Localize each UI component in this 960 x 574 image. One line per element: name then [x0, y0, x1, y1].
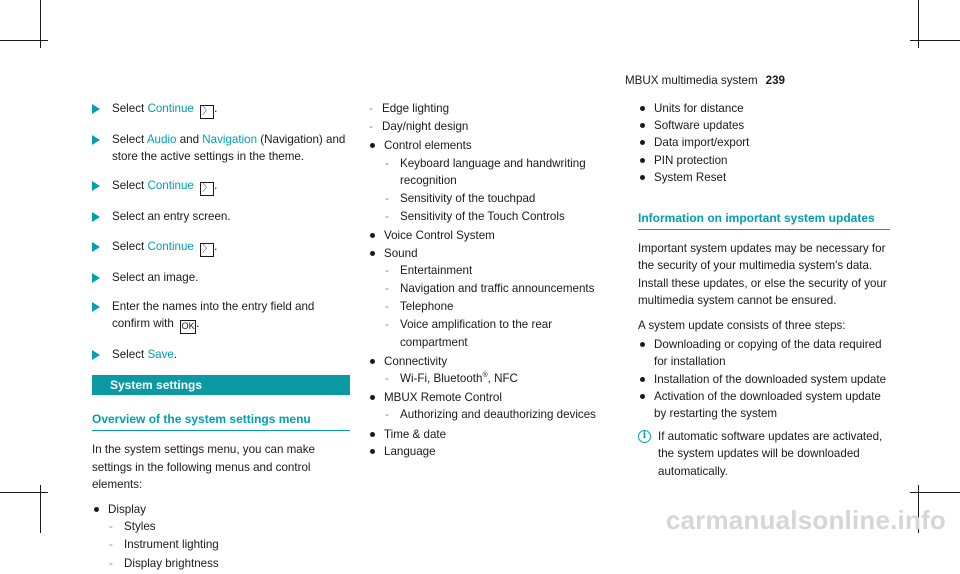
list-item: PIN protection [638, 152, 890, 169]
intro-paragraph: In the system settings menu, you can make settings in the following menus and control elements: [92, 443, 315, 491]
bullet-icon [640, 140, 645, 145]
sub-list-item: - Authorizing and deauthorizing devices [385, 408, 596, 422]
bullet-icon [640, 377, 645, 382]
bullet-icon [370, 143, 375, 148]
bullet-icon [370, 359, 375, 364]
bullet-icon [370, 449, 375, 454]
info-icon: i [638, 430, 651, 443]
list-item: Sound - Entertainment - Navigation and traffic announcements - Telephone - Voice amplification to the rear compartment [368, 245, 608, 351]
sub-list [368, 100, 608, 135]
sub-list-item: - Voice amplification to the rear compartment [385, 318, 553, 349]
bullet-icon [640, 175, 645, 180]
menu-list [638, 100, 890, 186]
page-number: 239 [765, 74, 785, 87]
bullet-icon [640, 123, 645, 128]
sub-list-item: - Instrument lighting [109, 538, 219, 552]
sub-list-item: - Navigation and traffic announcements [385, 282, 595, 296]
instruction-step: Select Audio and Navigation (Navigation) and store the active settings in the theme. [92, 131, 350, 165]
sub-list-item: - Telephone [385, 300, 454, 314]
continue-link[interactable]: Continue [147, 239, 194, 253]
instruction-step: Select Save. [92, 346, 350, 363]
sub-list-item: - Display brightness [109, 556, 219, 570]
list-item: MBUX Remote Control - Authorizing and deauthorizing devices [368, 389, 608, 423]
step-arrow-icon [92, 242, 100, 252]
save-link[interactable]: Save [147, 348, 174, 362]
header-title: MBUX multimedia system [624, 74, 758, 87]
navigation-link[interactable]: Navigation [202, 133, 258, 146]
list-item: Voice Control System [368, 227, 608, 244]
sub-list [384, 262, 608, 351]
update-steps-list [638, 336, 890, 422]
list-item: Language [368, 443, 608, 460]
column-right [638, 100, 890, 480]
sub-list-item: - Entertainment [385, 263, 473, 277]
sub-list-item: - Wi‑Fi, Bluetooth®, NFC [385, 372, 518, 386]
bullet-icon [370, 251, 375, 256]
bullet-icon [640, 394, 645, 399]
list-item: Display - Styles - Instrument lighting - Display brightness [92, 501, 350, 572]
instruction-step: Select Continue 〉 . [92, 177, 350, 196]
bullet-icon [640, 158, 645, 163]
sub-list-item: - Styles [109, 520, 156, 534]
chevron-right-icon: 〉 [202, 183, 213, 195]
page-header [625, 72, 785, 89]
ok-key-icon: OK [180, 320, 196, 334]
crop-mark [910, 492, 960, 493]
crop-mark [0, 40, 48, 41]
step-arrow-icon [92, 212, 100, 222]
info-note: i If automatic software updates are activated, the system updates will be downloaded automatically. [638, 428, 890, 480]
sub-list-item: - Sensitivity of the Touch Controls [385, 210, 565, 224]
sub-list [384, 370, 608, 387]
instruction-step: Select Continue 〉 . [92, 100, 350, 119]
bullet-icon [370, 233, 375, 238]
bullet-icon [370, 395, 375, 400]
instruction-step: Select an image. [92, 269, 350, 286]
list-item: Connectivity - Wi‑Fi, Bluetooth®, NFC [368, 353, 608, 387]
sub-list-item: - Keyboard language and handwriting recognition [385, 156, 586, 187]
step-arrow-icon [92, 273, 100, 283]
bullet-icon [370, 432, 375, 437]
list-item: Installation of the downloaded system update [638, 371, 890, 388]
list-item: Software updates [638, 117, 890, 134]
sub-list [384, 155, 608, 226]
sub-list-item: - Day/night design [369, 120, 469, 134]
list-item: Activation of the downloaded system update by restarting the system [638, 388, 890, 422]
column-left [92, 100, 350, 574]
sub-list-item: - Edge lighting [369, 102, 450, 115]
instruction-step: Enter the names into the entry field and confirm with OK . [92, 298, 350, 334]
crop-mark [0, 492, 48, 493]
step-arrow-icon [92, 302, 100, 312]
menu-list [368, 137, 608, 460]
chevron-right-icon: 〉 [202, 243, 213, 255]
updates-steps-intro: A system update consists of three steps: [638, 319, 846, 333]
list-item: System Reset [638, 169, 890, 186]
step-arrow-icon [92, 350, 100, 360]
list-item: Units for distance [638, 100, 890, 117]
audio-link[interactable]: Audio [146, 133, 177, 146]
bullet-icon [640, 106, 645, 111]
step-arrow-icon [92, 104, 100, 114]
sub-list [384, 406, 608, 423]
watermark: carmanualsonline.info [665, 504, 946, 535]
chevron-right-icon: 〉 [202, 106, 213, 117]
step-arrow-icon [92, 135, 100, 145]
instruction-step: Select an entry screen. [92, 208, 350, 225]
list-item: Downloading or copying of the data required for installation [638, 336, 890, 370]
bullet-icon [94, 507, 99, 512]
list-item: Time & date [368, 426, 608, 443]
list-item: Control elements - Keyboard language and handwriting recognition - Sensitivity of the touchpad - Sensitivity of the Touch Controls [368, 137, 608, 225]
column-middle [368, 100, 608, 460]
sub-list-item: - Sensitivity of the touchpad [385, 192, 536, 206]
bullet-icon [640, 342, 645, 347]
section-title: System settings [92, 375, 350, 395]
updates-paragraph: Important system updates may be necessary for the security of your multimedia system's data. Install these updates, or else the security of your multimedia system cannot be ensured. [638, 242, 887, 307]
menu-list [92, 501, 350, 572]
instruction-step: Select Continue 〉 . [92, 238, 350, 257]
list-item: Data import/export [638, 134, 890, 151]
sub-list [108, 518, 350, 572]
continue-link[interactable]: Continue [147, 102, 194, 115]
subsection-title: Information on important system updates [638, 210, 890, 230]
continue-link[interactable]: Continue [147, 179, 194, 193]
crop-mark [910, 40, 960, 41]
subsection-title: Overview of the system settings menu [92, 411, 350, 431]
step-arrow-icon [92, 181, 100, 191]
